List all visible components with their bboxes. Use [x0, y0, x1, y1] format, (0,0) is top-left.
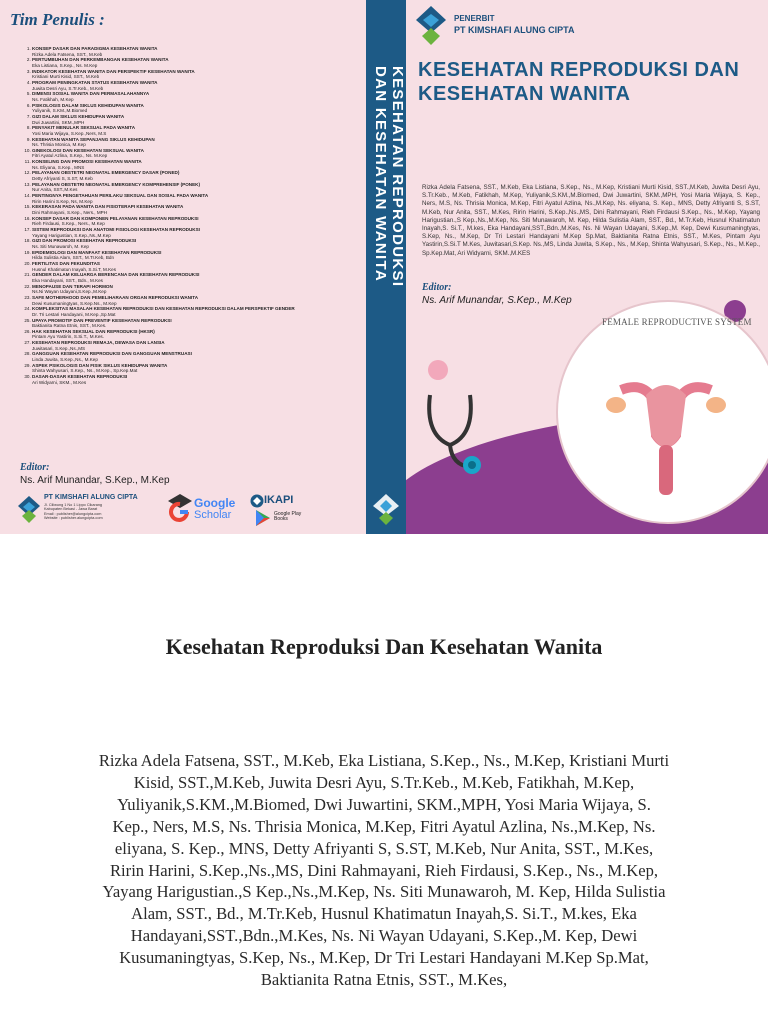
chapter-author: Juwitasari, S.Kep.,Ns.,MS: [32, 345, 86, 351]
chapter-author: Rieh Firdausi, S.Kep., Ners., M.Kep: [32, 221, 105, 227]
chapter-author: Hilda Sulistia Alam, SST., M.Tr.Keb, Bdn: [32, 255, 115, 261]
chapter-author: Ns. Eliyana, S.Kep., MNS: [32, 164, 85, 170]
scholar-word: Scholar: [194, 509, 232, 521]
chapter-author: Ririn Harini S.Kep, Ns, M.Kep: [32, 198, 93, 204]
chapter-title: 25. UPAYA PROMOTIF DAN PREVENTIF KESEHATAN REPRODUKSI: [32, 317, 172, 323]
chapter-author: Rizka Adela Fatsena, SST., M.Keb: [32, 51, 103, 57]
chapter-author: Husnul Khatimatun Inayah, S.Si.T, M.Kes: [32, 266, 117, 272]
chapter-item: [32, 272, 372, 283]
back-cover-heading: Tim Penulis :: [10, 10, 105, 29]
chapter-title: 13. PELAYANAN OBSTETRI NEONATAL EMERGENCY KOMPREHENSIF (PONEK): [32, 181, 201, 187]
chapter-title: 7. GIZI DALAM SIKLUS KEHIDUPAN WANITA: [32, 113, 125, 119]
chapter-title: 9. KESEHATAN WANITA SEPANJANG SIKLUS KEHIDUPAN: [32, 136, 155, 142]
ikapi-badge: [250, 492, 320, 528]
chapter-title: 22. MENOPAUSE DAN TERAPI HORMON: [32, 283, 113, 289]
chapter-title: 2. PERTUMBUHAN DAN PERKEMBANGAN KESEHATAN WANITA: [32, 57, 169, 63]
front-book-title: KESEHATAN REPRODUKSI DAN KESEHATAN WANITA: [418, 59, 740, 105]
chapter-title: 20. FERTILITAS DAN FEKUNDITAS: [32, 260, 100, 266]
google-play-label: Google Play Books: [274, 511, 302, 522]
chapter-title: 5. DIMENSI SOSIAL WANITA DAN PERMASALAHANNYA: [32, 91, 150, 97]
front-editor-label: Editor:: [422, 282, 452, 293]
chapter-item: [32, 103, 372, 114]
ikapi-label: IKAPI: [264, 494, 294, 506]
back-editor-name: Ns. Arif Munandar, S.Kep., M.Kep: [20, 475, 170, 486]
front-publisher-label: PENERBIT: [454, 14, 495, 23]
spine-title-line1: KESEHATAN REPRODUKSI: [389, 66, 406, 288]
chapter-title: 8. PENYAKIT MENULAR SEKSUAL PADA WANITA: [32, 125, 136, 131]
chapter-title: 15. KEKERASAN PADA WANITA DAN FISIOTERAPI KESEHATAN WANITA: [32, 204, 184, 210]
chapter-author: Nur Anita, SST.,M.Kes: [32, 187, 78, 193]
front-authors: Rizka Adela Fatsena, SST., M.Keb, Eka Listiana, S.Kep., Ns., M.Kep, Kristiani Murti Kisid, SST.,M.Keb, Juwita Desri Ayu, S.Tr.Keb., M.Keb, Fatikhah, M.Kep, Yuliyanik,S.KM.,M.Biomed, Dwi Juwartini, SKM.,MPH, Yosi Maria Wijaya, S. Kep., Ners, M.S, Ns. Thrisia Monica, M.Kep, Fitri Ayatul Azlina, Ns.,M.Kep, Ns. eliyana, S. Kep., MNS, Detty Afriyanti S, S.ST, M.Keb, Nur Anita, SST., M.Kes, Ririn Harini, S.Kep.,Ns.,MS, Dini Rahmayani, Rieh Firdausi S.Kep., Ns., M.Kep, Yayang Harigustian.,S Kep.,Ns.,M.Kep, Ns. Siti Munawaroh, M. Kep, Hilda Sulistia Alam, SST., Bd., M.Tr.Keb, Husnul Khatimatun Inayah,S. Si.T., M.kes, Eka Handayani,SST.,Bdn.,M.Kes, Ns. Ni Wayan Udayani, S.Kep.,M. Kep, Dewi Kusumaningtyas, S.Kep, Ns., M.Kep, Dr Tri Lestari Handayani M.Kep Sp.Mat, Baktianita Ratna Etnis, SST., M.Kes, Pintam Ayu Yastirin,S.Si.T M.Kes, Juwitasari,S.Kep. Ns.,MS, Linda Juwita, S.Kep., Ns., M.Kep, Shinta Wahyusari, S.Kep., Ns., M.Kep., Sp.Kep.Mat, Ari Widyarni, SKM.,M.KES: [422, 184, 760, 257]
chapter-item: [32, 374, 372, 385]
google-word: Google: [194, 496, 236, 510]
google-scholar-badge: [168, 492, 248, 526]
decorative-bubble: [428, 360, 448, 380]
chapter-author: Yosi Maria Wijaya, S.Kep.,Ners, M.S: [32, 130, 107, 136]
chapter-item: [32, 193, 372, 204]
chapter-item: [32, 91, 372, 102]
chapter-title: 17. SISTEM REPRODUKSI DAN ANATOMI FISIOLOGI KESEHATAN REPRODUKSI: [32, 227, 200, 232]
chapter-author: Kristiani Murti Kisid, SST., M.Keb: [32, 74, 100, 80]
chapter-title: 29. ASPEK PSIKOLOGIS DAN FISIK SIKLUS KEHIDUPAN WANITA: [32, 362, 168, 368]
spine-title: [372, 66, 406, 506]
page-title: Kesehatan Reproduksi Dan Kesehatan Wanita: [165, 634, 603, 659]
back-publisher-address: Jl. Ciliwung 1 No 1 Lippo Cikarang Kabupaten Bekasi - Jawa Barat Email : publisher@alungcipta.com Website : publisher.alungcipta.com: [44, 503, 103, 520]
page-authors: Rizka Adela Fatsena, SST., M.Keb, Eka Listiana, S.Kep., Ns., M.Kep, Kristiani Murti Kisid, SST.,M.Keb, Juwita Desri Ayu, S.Tr.Keb., M.Keb, Fatikhah, M.Kep, Yuliyanik,S.KM.,M.Biomed, Dwi Juwartini, SKM.,MPH, Yosi Maria Wijaya, S. Kep., Ners, M.S, Ns. Thrisia Monica, M.Kep, Fitri Ayatul Azlina, Ns.,M.Kep, Ns. eliyana, S. Kep., MNS, Detty Afriyanti S, S.ST, M.Keb, Nur Anita, SST., M.Kes, Ririn Harini, S.Kep.,Ns.,MS, Dini Rahmayani, Rieh Firdausi, S.Kep., Ns., M.Kep, Yayang Harigustian.,S Kep.,Ns.,M.Kep, Ns. Siti Munawaroh, M. Kep, Hilda Sulistia Alam, SST., Bd., M.Tr.Keb, Husnul Khatimatun Inayah,S. Si.T., M.kes, Eka Handayani,SST.,Bdn.,M.Kes, Ns. Ni Wayan Udayani, S.Kep.,M. Kep, Dewi Kusumaningtyas, S.Kep, Ns., M.Kep, Dr Tri Lestari Handayani M.Kep Sp.Mat, Baktianita Ratna Etnis, SST., M.Kes,: [98, 751, 670, 990]
chapter-author: Juwita Desri Ayu, S.Tr.Keb., M.Keb: [32, 85, 104, 91]
chapter-title: 21. GENDER DALAM KELUARGA BERENCANA DAN KESEHATAN REPRODUKSI: [32, 272, 200, 278]
chapter-title: 12. PELAYANAN OBSTETRI NEONATAL EMERGENCY DASAR (PONED): [32, 170, 180, 176]
chapter-item: [32, 182, 372, 193]
chapter-title: 23. SAFE MOTHERHOOD DAN PEMELIHARAAN ORGAN REPRODUKSI WANITA: [32, 294, 199, 300]
chapter-author: Dr. Tri Lestari Handayani, M.Kep.,Sp.Mat: [32, 311, 116, 317]
chapter-item: [32, 170, 372, 181]
chapter-author: Fitri Ayatul Azlina, S.Kep., Ns. M.Kep: [32, 153, 108, 159]
chapter-list: [18, 46, 372, 385]
front-cover: [406, 0, 768, 534]
chapter-author: Pintam Ayu Yastirin, S.Si.T., M.Kes.: [32, 334, 104, 340]
chapter-item: [32, 57, 372, 68]
chapter-author: Dini Rahmayani, S.Kep., Ners., MPH: [32, 210, 108, 216]
chapter-item: [32, 306, 372, 317]
chapter-author: Dwi Juwartini, SKM.,MPH: [32, 119, 85, 125]
chapter-item: [32, 363, 372, 374]
chapter-item: [32, 250, 372, 261]
chapter-item: [32, 148, 372, 159]
chapter-item: [32, 340, 372, 351]
chapter-item: [32, 125, 372, 136]
chapter-item: [32, 46, 372, 57]
chapter-item: [32, 227, 372, 238]
chapter-item: [32, 204, 372, 215]
chapter-item: [32, 216, 372, 227]
chapter-item: [32, 284, 372, 295]
google-scholar-icon: [168, 494, 192, 524]
chapter-author: Eka Handayani, SST., Bdn., M.Kes: [32, 277, 103, 283]
chapter-author: Dewi Kusumaningtyas, S.Kep.Ns., M.Kep: [32, 300, 117, 306]
chapter-title: 28. GANGGUAN KESEHATAN REPRODUKSI DAN GANGGUAN MENSTRUASI: [32, 351, 192, 357]
chapter-author: Eka Listiana, S.Kep., Ns. M.Kep: [32, 62, 98, 68]
chapter-author: Yuliyanik, S.KM.,M.Biomed: [32, 108, 88, 114]
chapter-author: Ns. Fatikhah, M.Kep: [32, 96, 74, 102]
chapter-title: 10. GINEKOLOGI DAN KESEHATAN SEKSUAL WANITA: [32, 147, 144, 153]
chapter-author: Detty Afriyanti S, S.ST, M.Keb: [32, 176, 93, 182]
uterus-illustration-icon: [601, 335, 731, 505]
chapter-title: 4. PROGRAM PENINGKATAN STATUS KESEHATAN WANITA: [32, 79, 158, 85]
chapter-title: 19. EPIDEMIOLOGI DAN MANFAAT KESEHATAN REPRODUKSI: [32, 249, 162, 255]
chapter-title: 24. KOMPLEKSITAS MASALAH KESEHATAN REPRODUKSI DAN KESEHATAN REPRODUKSI DALAM PERSPEKTIF GENDER: [32, 306, 295, 312]
chapter-author: Ns. Thrisia Monica, M.Kep: [32, 142, 86, 148]
chapter-title: 30. DASAR-DASAR KESEHATAN REPRODUKSI: [32, 374, 128, 380]
chapter-title: 18. GIZI DAN PROMOSI KESEHATAN REPRODUKSI: [32, 238, 137, 244]
chapter-item: [32, 295, 372, 306]
chapter-title: 11. KONSELING DAN PROMOSI KESEHATAN WANITA: [32, 159, 142, 165]
chapter-title: 14. PENTINGNYA PENGETAHUAN PERILAKU SEKSUAL DAN SOSIAL PADA WANITA: [32, 193, 209, 199]
google-play-icon: [256, 510, 270, 526]
chapter-item: [32, 318, 372, 329]
chapter-item: [32, 351, 372, 362]
figure-title: FEMALE REPRODUCTIVE SYSTEM: [602, 317, 752, 327]
book-spine: [366, 0, 406, 534]
publisher-block: [18, 494, 158, 526]
chapter-item: [32, 137, 372, 148]
chapter-title: 6. PSIKOLOGIS DALAM SIKLUS KEHIDUPAN WANITA: [32, 102, 144, 108]
back-publisher-name: PT KIMSHAFI ALUNG CIPTA: [44, 494, 138, 501]
chapter-item: [32, 159, 372, 170]
front-editor-name: Ns. Arif Munandar, S.Kep., M.Kep: [422, 295, 572, 306]
chapter-author: Linda Juwita, S.Kep.,Ns., M.Kep: [32, 357, 98, 363]
ikapi-logo-icon: [250, 494, 264, 508]
publisher-logo-icon: [416, 6, 446, 46]
chapter-item: [32, 114, 372, 125]
chapter-title: 1. KONSEP DASAR DAN PARADIGMA KESEHATAN WANITA: [32, 46, 158, 51]
chapter-item: [32, 261, 372, 272]
chapter-author: Ns. Siti Munawaroh, M. Kep: [32, 243, 89, 249]
chapter-item: [32, 69, 372, 80]
chapter-item: [32, 80, 372, 91]
spine-logo-icon: [373, 494, 399, 526]
back-editor-label: Editor:: [20, 462, 50, 473]
chapter-author: Yayang Harigustian, S.Kep.,Ns.,M.Kep: [32, 232, 111, 238]
chapter-title: 3. INDIKATOR KESEHATAN WANITA DAN PERSPEKTIF KESEHATAN WANITA: [32, 68, 195, 74]
chapter-author: Ari Widyarni, SKM., M.Kes: [32, 379, 87, 385]
chapter-item: [32, 329, 372, 340]
chapter-title: 26. HAK KESEHATAN SEKSUAL DAN REPRODUKSI (HKSR): [32, 328, 155, 334]
publisher-logo-icon: [18, 496, 40, 524]
title-page: [0, 534, 768, 1024]
back-cover: [0, 0, 366, 534]
chapter-author: Shinta Wahyusari, S.Kep., Ns., M.Kep., Sp.Kep.Mat: [32, 368, 138, 374]
chapter-author: Ns.Ni Wayan Udayani,S.Kep.,M.Kep: [32, 289, 107, 295]
chapter-title: 27. KESEHATAN REPRODUKSI REMAJA, DEWASA DAN LANSIA: [32, 340, 165, 346]
spine-title-line2: DAN KESEHATAN WANITA: [372, 66, 389, 282]
chapter-author: Baktianita Ratna Etnis, SST., M.Kes.: [32, 323, 107, 329]
stethoscope-icon: [420, 385, 490, 475]
chapter-title: 16. KONSEP DASAR DAN KOMPONEN PELAYANAN KESEHATAN REPRODUKSI: [32, 215, 199, 221]
front-publisher-name: PT KIMSHAFI ALUNG CIPTA: [454, 25, 575, 35]
chapter-item: [32, 238, 372, 249]
